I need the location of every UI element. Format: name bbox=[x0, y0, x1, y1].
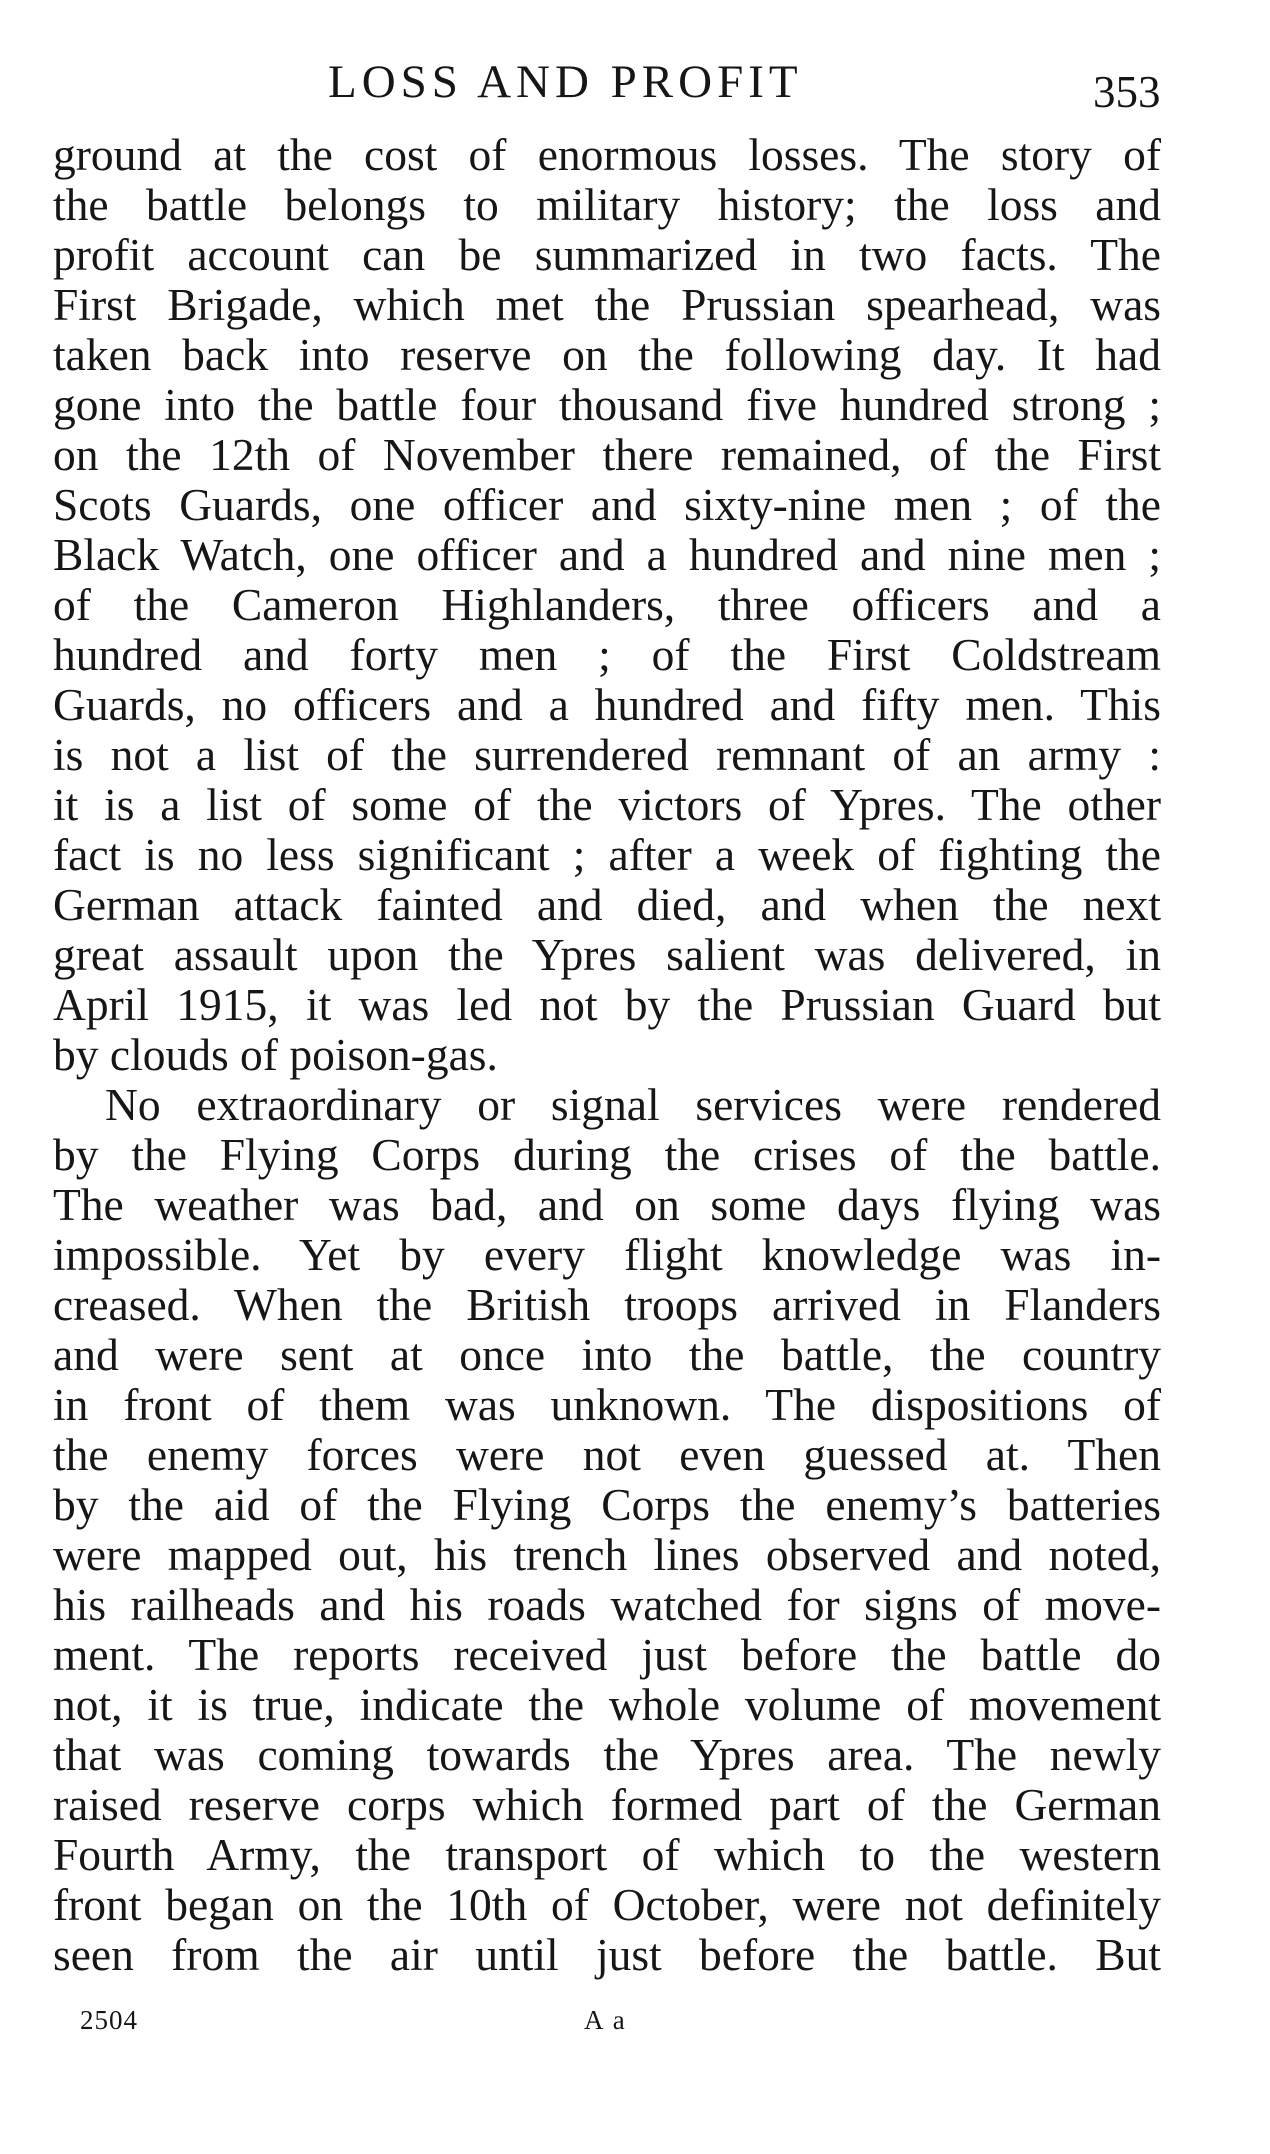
text-line: were mapped out, his trench lines observed and noted, bbox=[53, 1529, 1161, 1580]
text-line: is not a list of the surrendered remnant of an army : bbox=[53, 729, 1161, 780]
text-line: the battle belongs to military history; the loss and bbox=[53, 179, 1161, 230]
text-line: of the Cameron Highlanders, three officers and a bbox=[53, 579, 1161, 630]
text-line: impossible. Yet by every flight knowledge was in- bbox=[53, 1229, 1161, 1280]
text-line: Scots Guards, one officer and sixty-nine men ; of the bbox=[53, 479, 1161, 530]
page-number: 353 bbox=[1093, 67, 1161, 117]
text-line: by the Flying Corps during the crises of the battle. bbox=[53, 1129, 1161, 1180]
text-line: First Brigade, which met the Prussian spearhead, was bbox=[53, 279, 1161, 330]
text-line: not, it is true, indicate the whole volume of movement bbox=[53, 1679, 1161, 1730]
text-line: on the 12th of November there remained, of the First bbox=[53, 429, 1161, 480]
text-line: profit account can be summarized in two facts. The bbox=[53, 229, 1161, 280]
text-line: fact is no less significant ; after a week of fighting the bbox=[53, 829, 1161, 880]
text-line: hundred and forty men ; of the First Coldstream bbox=[53, 629, 1161, 680]
text-line: Guards, no officers and a hundred and fifty men. This bbox=[53, 679, 1161, 730]
text-line: The weather was bad, and on some days flying was bbox=[53, 1179, 1161, 1230]
text-line: front began on the 10th of October, were not definitely bbox=[53, 1879, 1161, 1930]
text-line: Fourth Army, the transport of which to the western bbox=[53, 1829, 1161, 1880]
text-line: great assault upon the Ypres salient was delivered, in bbox=[53, 929, 1161, 980]
page-footer bbox=[0, 2000, 1270, 2040]
running-head bbox=[0, 52, 1270, 117]
text-line: Black Watch, one officer and a hundred and nine men ; bbox=[53, 529, 1161, 580]
text-line: his railheads and his roads watched for signs of move- bbox=[53, 1579, 1161, 1630]
text-line: raised reserve corps which formed part of the German bbox=[53, 1779, 1161, 1830]
gathering-mark: A a bbox=[584, 2005, 627, 2035]
text-line: it is a list of some of the victors of Ypres. The other bbox=[53, 779, 1161, 830]
text-line: ment. The reports received just before the battle do bbox=[53, 1629, 1161, 1680]
text-line: taken back into reserve on the following day. It had bbox=[53, 329, 1161, 380]
body-text bbox=[53, 130, 1161, 1980]
text-line: by the aid of the Flying Corps the enemy’s batteries bbox=[53, 1479, 1161, 1530]
text-line: ground at the cost of enormous losses. The story of bbox=[53, 129, 1161, 180]
paragraph-end-line: by clouds of poison-gas. bbox=[53, 1029, 498, 1080]
running-title: LOSS AND PROFIT bbox=[328, 56, 803, 108]
text-line: in front of them was unknown. The dispositions of bbox=[53, 1379, 1161, 1430]
text-line: seen from the air until just before the battle. But bbox=[53, 1929, 1161, 1980]
paragraph-start-line: No extraordinary or signal services were rendered bbox=[105, 1079, 1161, 1130]
text-line: creased. When the British troops arrived in Flanders bbox=[53, 1279, 1161, 1330]
text-line: April 1915, it was led not by the Prussian Guard but bbox=[53, 979, 1161, 1030]
text-line: and were sent at once into the battle, the country bbox=[53, 1329, 1161, 1380]
text-line: gone into the battle four thousand five hundred strong ; bbox=[53, 379, 1161, 430]
printer-signature: 2504 bbox=[80, 2005, 138, 2035]
text-line: the enemy forces were not even guessed at. Then bbox=[53, 1429, 1161, 1480]
text-line: that was coming towards the Ypres area. The newly bbox=[53, 1729, 1161, 1780]
text-line: German attack fainted and died, and when the next bbox=[53, 879, 1161, 930]
